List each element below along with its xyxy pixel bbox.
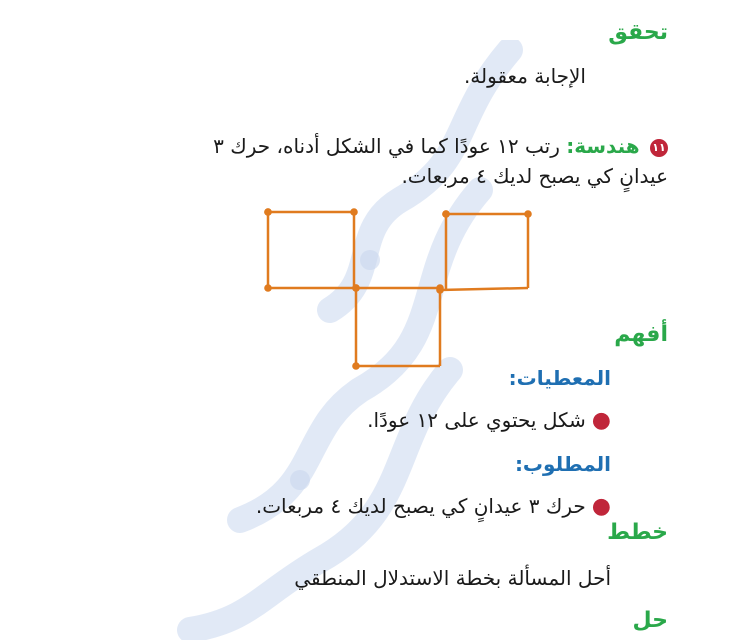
given-item-text: شكل يحتوي على ١٢ عودًا. [367,408,586,432]
matchstick [440,288,528,290]
plan-text: أحل المسألة بخطة الاستدلال المنطقي [294,566,611,590]
required-heading: المطلوب: [514,452,611,476]
matchstick-head [264,208,272,216]
matchstick-head [350,208,358,216]
solve-heading: حل [632,608,668,633]
matchstick-head [442,210,450,218]
matchstick-figure [250,200,540,380]
problem-text-2: عيدانٍ كي يصبح لديك ٤ مربعات. [401,164,668,188]
matchstick-head [264,284,272,292]
matchstick-head [352,362,360,370]
understand-heading: أفهم [614,322,668,347]
matchstick-head [352,284,360,292]
problem-number-badge: ١١ [650,139,668,157]
problem-label: هندسة: [566,134,640,158]
given-list-item [367,408,611,433]
required-list-item [256,494,611,519]
bullet-icon: ● [591,408,611,433]
problem-text-1: رتب ١٢ عودًا كما في الشكل أدناه، حرك ٣ [213,134,560,158]
plan-heading: خطط [607,520,668,545]
bullet-icon: ● [591,494,611,519]
given-heading: المعطيات: [508,366,611,390]
required-item-text: حرك ٣ عيدانٍ كي يصبح لديك ٤ مربعات. [255,494,586,518]
matchstick-head [524,210,532,218]
check-text: الإجابة معقولة. [463,64,586,88]
problem-line-1 [213,134,668,158]
check-heading: تحقق [608,20,668,45]
matchstick-head [436,284,444,292]
